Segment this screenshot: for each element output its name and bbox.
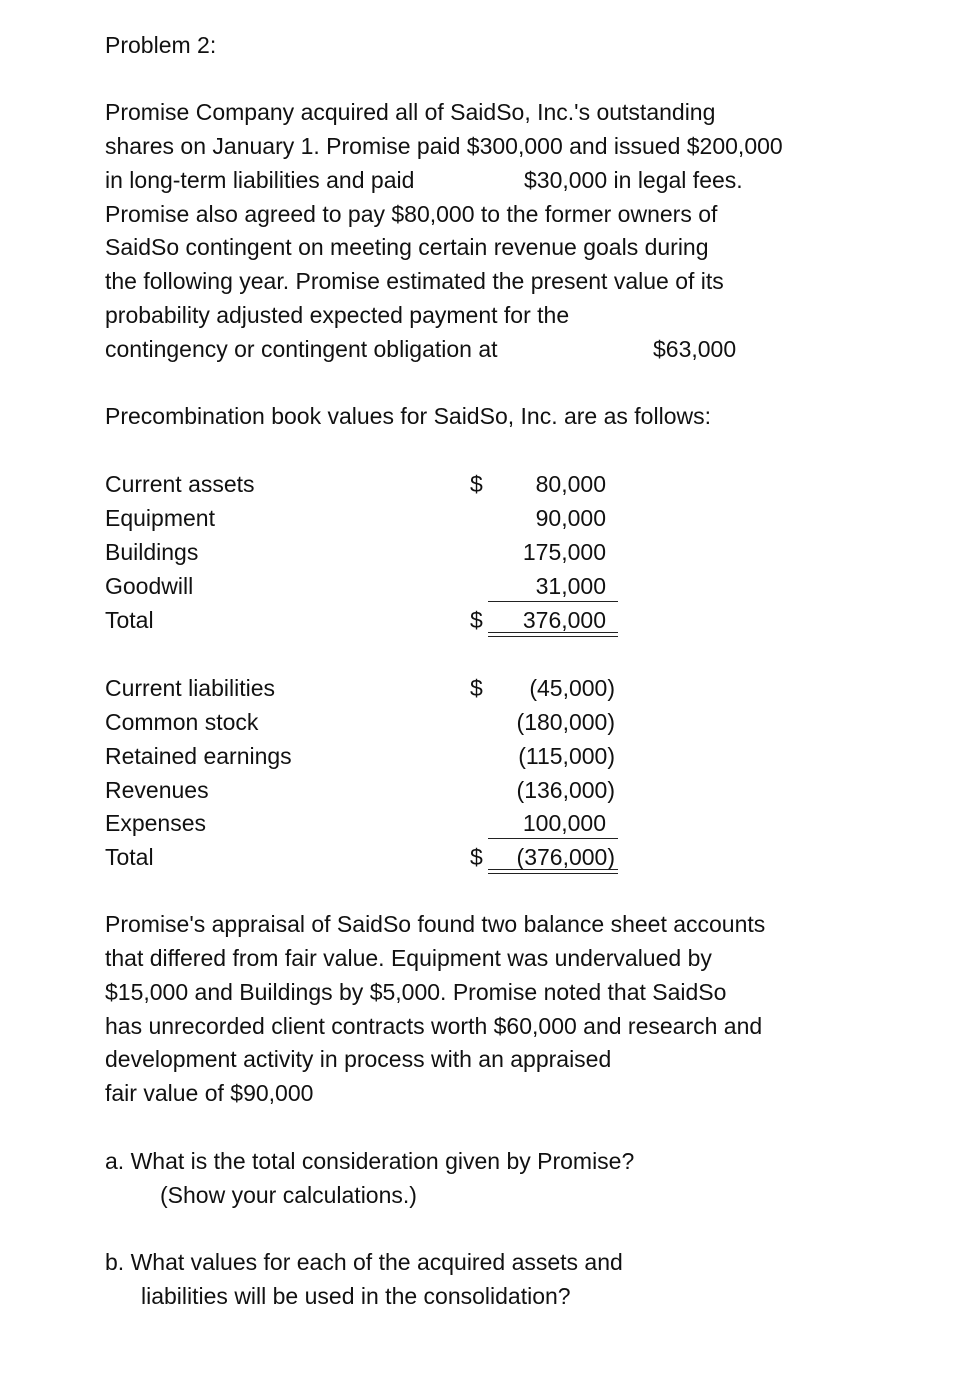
asset-label: Goodwill [105,573,194,599]
liability-value: (180,000) [516,709,615,735]
precombination-heading: Precombination book values for SaidSo, Inc. are as follows: [105,403,711,429]
contingency-amount: $63,000 [653,336,737,362]
total-double-rule [488,632,618,637]
asset-label: Buildings [105,539,199,565]
subtotal-rule [488,601,618,602]
asset-value: 80,000 [535,471,606,497]
question-a-line: (Show your calculations.) [160,1182,417,1208]
asset-total-label: Total [105,607,154,633]
appraisal-line: $15,000 and Buildings by $5,000. Promise noted that SaidSo [105,979,727,1005]
intro-line: probability adjusted expected payment for the [105,302,570,328]
asset-value: 90,000 [535,505,606,531]
intro-line: SaidSo contingent on meeting certain revenue goals during [105,234,709,260]
total-double-rule [488,869,618,874]
asset-label: Equipment [105,505,215,531]
appraisal-line: has unrecorded client contracts worth $60,000 and research and [105,1013,763,1039]
liability-label: Current liabilities [105,675,276,701]
asset-value: 31,000 [535,573,606,599]
liability-total-label: Total [105,844,154,870]
appraisal-line: development activity in process with an appraised [105,1046,612,1072]
liability-total-value: (376,000) [516,844,615,870]
intro-line: shares on January 1. Promise paid $300,000 and issued $200,000 [105,133,783,159]
intro-line: $30,000 in legal fees. [524,167,743,193]
intro-line: in long-term liabilities and paid [105,167,415,193]
currency-symbol: $ [470,607,483,633]
liability-value: (45,000) [529,675,615,701]
intro-line: the following year. Promise estimated the present value of its [105,268,724,294]
currency-symbol: $ [470,844,483,870]
question-a-line: a. What is the total consideration given by Promise? [105,1148,635,1174]
question-b-line: liabilities will be used in the consolidation? [141,1283,571,1309]
liability-value: 100,000 [522,810,606,836]
intro-line: Promise also agreed to pay $80,000 to the former owners of [105,201,718,227]
subtotal-rule [488,838,618,839]
intro-line: contingency or contingent obligation at [105,336,498,362]
liability-label: Revenues [105,777,209,803]
intro-line: Promise Company acquired all of SaidSo, Inc.'s outstanding [105,99,716,125]
appraisal-line: Promise's appraisal of SaidSo found two balance sheet accounts [105,911,766,937]
asset-total-value: 376,000 [522,607,606,633]
liability-label: Retained earnings [105,743,292,769]
liability-label: Common stock [105,709,259,735]
currency-symbol: $ [470,675,483,701]
question-b-line: b. What values for each of the acquired assets and [105,1249,623,1275]
liability-value: (136,000) [516,777,615,803]
currency-symbol: $ [470,471,483,497]
asset-label: Current assets [105,471,255,497]
asset-value: 175,000 [522,539,606,565]
liability-value: (115,000) [518,743,615,769]
problem-title: Problem 2: [105,32,217,58]
liability-label: Expenses [105,810,207,836]
appraisal-line: that differed from fair value. Equipment was undervalued by [105,945,712,971]
appraisal-line: fair value of $90,000 [105,1080,314,1106]
